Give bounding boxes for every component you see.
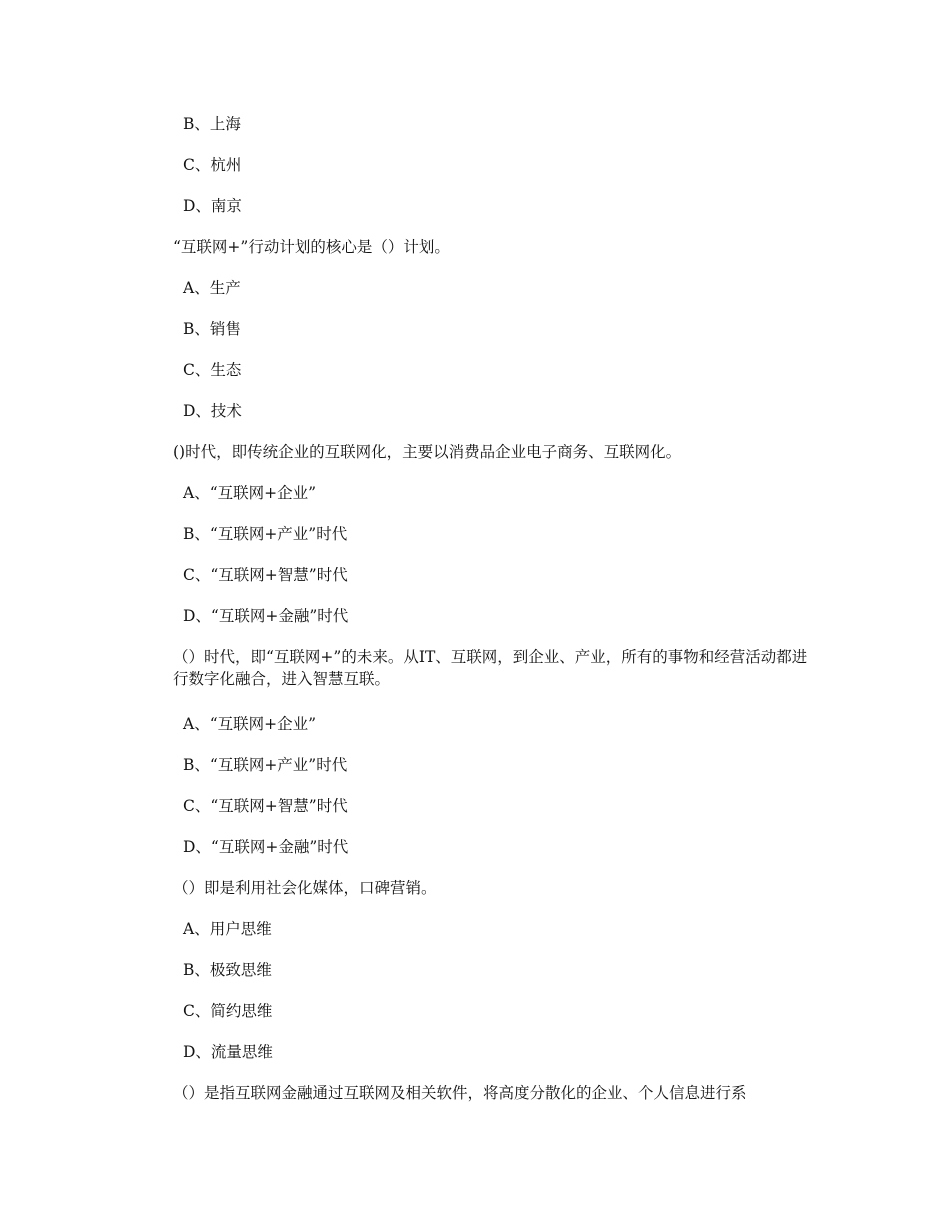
option-line: C、“互联网+智慧”时代 <box>183 797 348 815</box>
option-line: D、流量思维 <box>183 1043 273 1061</box>
option-line: C、生态 <box>183 361 242 379</box>
question-text: （）时代，即“互联网+”的未来。从IT、互联网，到企业、产业，所有的事物和经营活动都进行数字化融合，进入智慧互联。 <box>173 648 808 688</box>
option-line: A、“互联网+企业” <box>183 715 317 733</box>
question-text: “互联网+”行动计划的核心是（）计划。 <box>173 238 450 256</box>
option-line: D、南京 <box>183 197 242 215</box>
option-line: B、“互联网+产业”时代 <box>183 525 348 543</box>
question-text: ()时代，即传统企业的互联网化，主要以消费品企业电子商务、互联网化。 <box>173 443 682 461</box>
option-line: A、生产 <box>183 279 241 297</box>
option-line: B、销售 <box>183 320 241 338</box>
option-line: C、简约思维 <box>183 1002 273 1020</box>
option-line: D、“互联网+金融”时代 <box>183 607 349 625</box>
question-text: （）是指互联网金融通过互联网及相关软件，将高度分散化的企业、个人信息进行系 <box>173 1084 747 1102</box>
option-line: B、上海 <box>183 115 241 133</box>
option-line: A、用户思维 <box>183 920 272 938</box>
option-line: C、“互联网+智慧”时代 <box>183 566 348 584</box>
option-line: B、“互联网+产业”时代 <box>183 756 348 774</box>
option-line: D、技术 <box>183 402 242 420</box>
question-text: （）即是利用社会化媒体，口碑营销。 <box>173 879 437 897</box>
option-line: C、杭州 <box>183 156 242 174</box>
option-line: A、“互联网+企业” <box>183 484 317 502</box>
option-line: D、“互联网+金融”时代 <box>183 838 349 856</box>
option-line: B、极致思维 <box>183 961 272 979</box>
